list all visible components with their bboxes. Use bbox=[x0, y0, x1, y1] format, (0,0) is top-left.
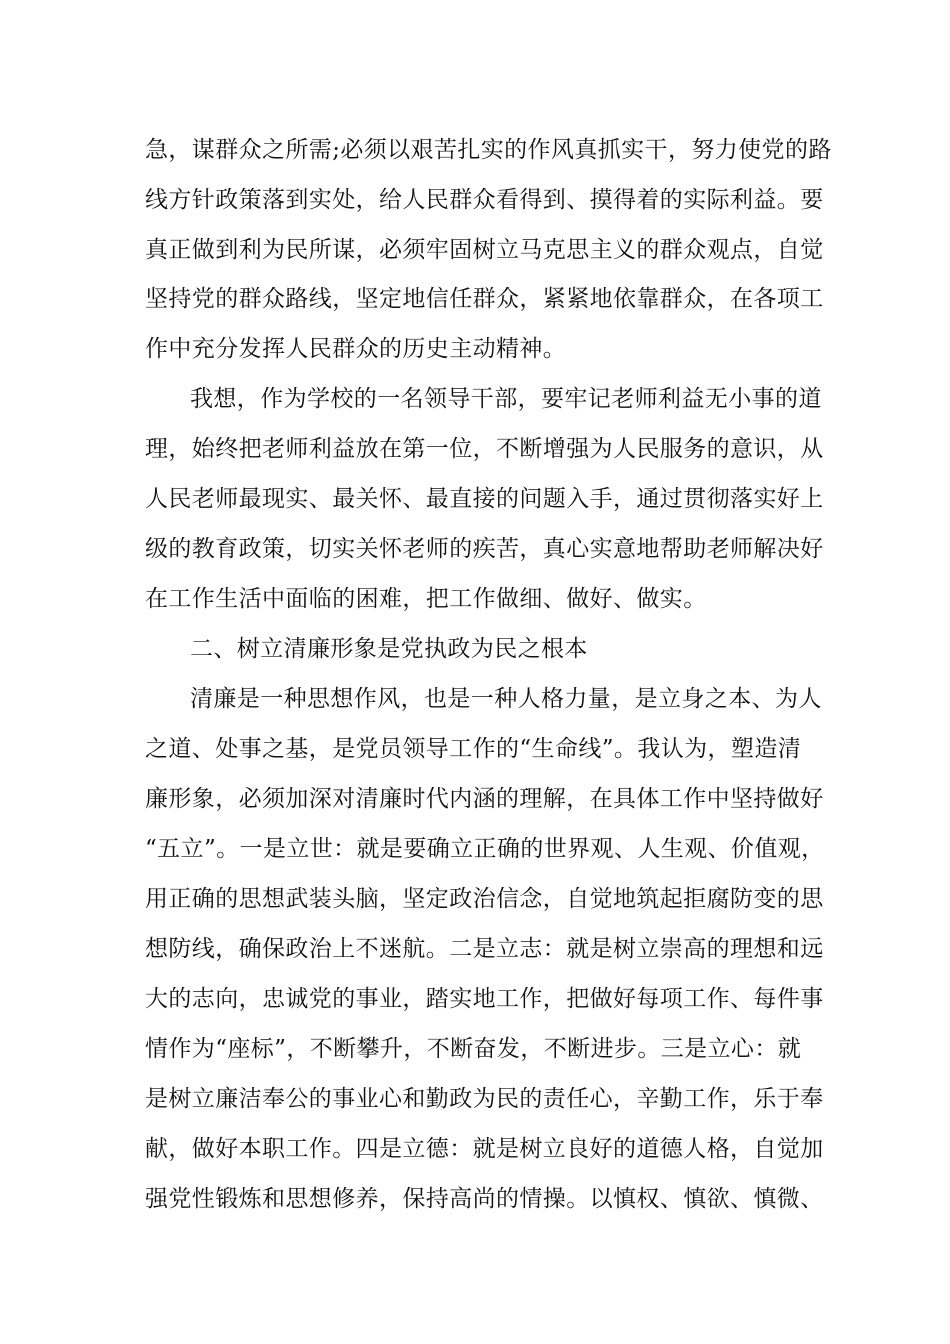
text-line: 作中充分发挥人民群众的历史主动精神。 bbox=[145, 336, 567, 362]
text-line: 大的志向，忠诚党的事业，踏实地工作，把做好每项工作、每件事 bbox=[145, 986, 824, 1012]
text-line: 是树立廉洁奉公的事业心和勤政为民的责任心，辛勤工作，乐于奉 bbox=[145, 1086, 824, 1112]
text-line: 之道、处事之基，是党员领导工作的“生命线”。我认为，塑造清 bbox=[145, 736, 802, 762]
text-line: 献，做好本职工作。四是立德：就是树立良好的道德人格，自觉加 bbox=[145, 1136, 824, 1162]
text-line: 在工作生活中面临的困难，把工作做细、做好、做实。 bbox=[145, 586, 707, 612]
text-line: 廉形象，必须加深对清廉时代内涵的理解，在具体工作中坚持做好 bbox=[145, 786, 824, 812]
text-line: 强党性锻炼和思想修养，保持高尚的情操。以慎权、慎欲、慎微、 bbox=[145, 1186, 824, 1212]
text-line: 坚持党的群众路线，坚定地信任群众，紧紧地依靠群众，在各项工 bbox=[145, 286, 824, 312]
text-line: 人民老师最现实、最关怀、最直接的问题入手，通过贯彻落实好上 bbox=[145, 486, 824, 512]
text-line: 情作为“座标”，不断攀升，不断奋发，不断进步。三是立心：就 bbox=[145, 1036, 802, 1062]
text-line: 我想，作为学校的一名领导干部，要牢记老师利益无小事的道 bbox=[190, 386, 822, 412]
text-line: 清廉是一种思想作风，也是一种人格力量，是立身之本、为人 bbox=[190, 686, 822, 712]
text-line: 真正做到利为民所谋，必须牢固树立马克思主义的群众观点，自觉 bbox=[145, 237, 824, 263]
text-line: 急，谋群众之所需;必须以艰苦扎实的作风真抓实干，努力使党的路 bbox=[145, 137, 832, 163]
text-line: 用正确的思想武装头脑，坚定政治信念，自觉地筑起拒腐防变的思 bbox=[145, 886, 824, 912]
text-line: 级的教育政策，切实关怀老师的疾苦，真心实意地帮助老师解决好 bbox=[145, 536, 824, 562]
section-heading: 二、树立清廉形象是党执政为民之根本 bbox=[190, 636, 588, 662]
text-line: 想防线，确保政治上不迷航。二是立志：就是树立崇高的理想和远 bbox=[145, 936, 824, 962]
text-line: 理，始终把老师利益放在第一位，不断增强为人民服务的意识，从 bbox=[145, 436, 824, 462]
text-line: “五立”。一是立世：就是要确立正确的世界观、人生观、价值观， bbox=[145, 836, 825, 862]
text-line: 线方针政策落到实处，给人民群众看得到、摸得着的实际利益。要 bbox=[145, 187, 824, 213]
